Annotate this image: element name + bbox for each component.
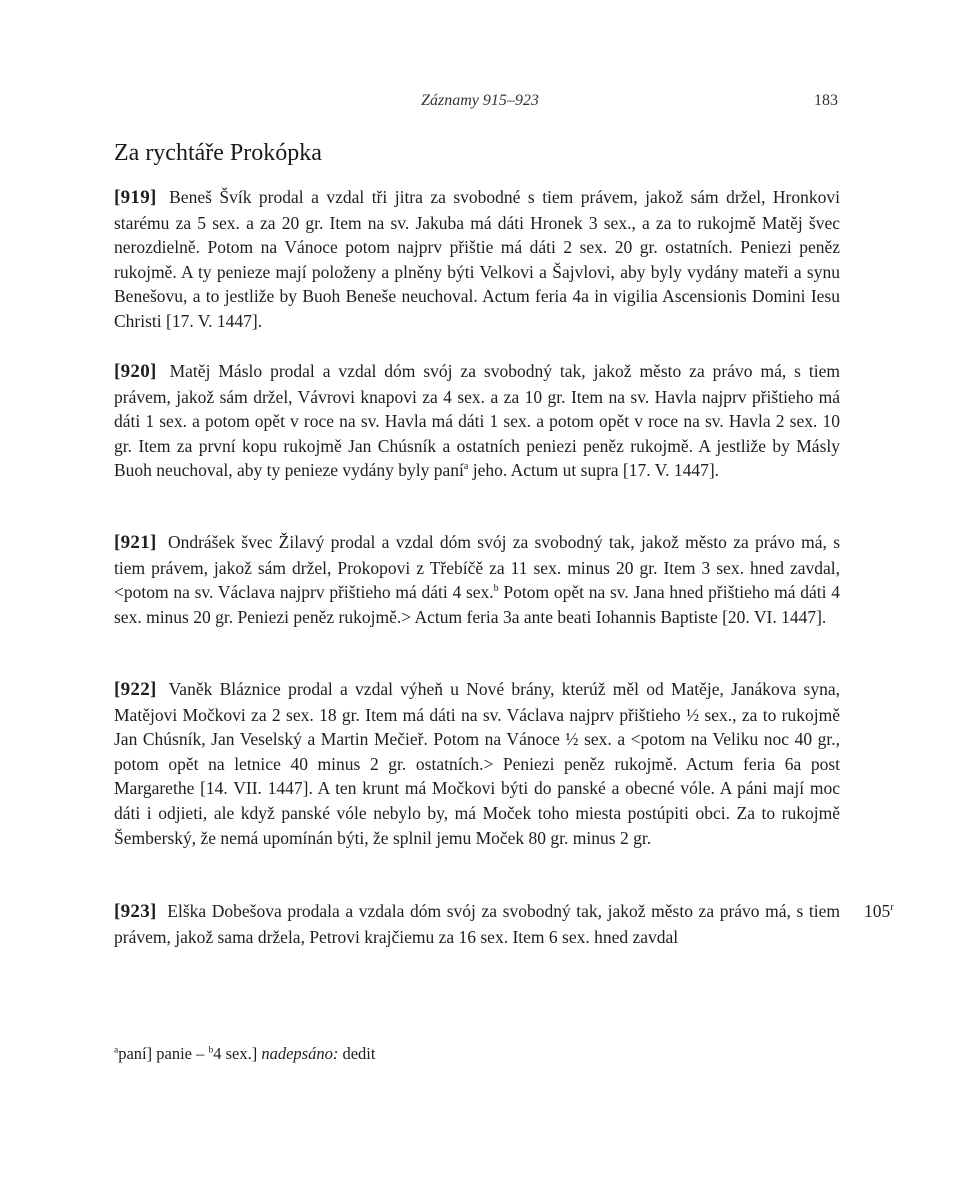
footnote-b-text: dedit [338, 1044, 376, 1063]
entry-923 [114, 899, 840, 949]
entry-number: [921] [114, 532, 157, 553]
entry-920 [114, 359, 840, 483]
entry-text: Vaněk Bláznice prodal a vzdal výheň u Nové brány, kterúž měl od Matěje, Janákova syna, Matějovi Močkovi za 2 sex. 18 gr. Item má dáti na sv. Václava najprv přištieho ½ sex., za to rukojmě Jan Chúsník, Jan Veselský a Martin Mečieř. Potom na Vánoce ½ sex. a <potom na Veliku noc 40 gr., potom opět na letnice 40 minus 2 gr. ostatních.> Peniezi peněz rukojmě. Actum feria 6a post Margarethe [14. VII. 1447]. A ten krunt má Močkovi býti do panské a obecné vóle. A páni mají moc dáti i odjieti, ale když panské vóle nebylo by, má Moček toho miesta postúpiti obci. Za to rukojmě Šemberský, že nemá upomínán býti, že splnil jemu Moček 80 gr. minus 2 gr. [114, 679, 841, 848]
folio-margin-note [864, 899, 894, 924]
running-title: Záznamy 915–923 [421, 92, 539, 109]
footnote-a-text: paní] panie [118, 1044, 192, 1063]
entry-number: [923] [114, 901, 157, 922]
folio-number: 105 [864, 901, 891, 921]
entry-919 [114, 185, 840, 334]
entry-number: [920] [114, 361, 157, 382]
entry-text: Matěj Máslo prodal a vzdal dóm svój za svobodný tak, jakož město za právo má, s tiem právem, jakož sám držel, Vávrovi knapovi za 4 sex. a za 10 gr. Item na sv. Havla najprv přištieho má dáti 1 sex. a potom opět v roce na sv. Havla má dáti 1 sex. a potom opět v roce na sv. Havla 2 sex. 10 gr. Item za první kopu rukojmě Jan Chúsník a ostatních peniezi peněz rukojmě. A jestliže by Másly Buoh neuchoval, aby ty penieze vydány byly paní [114, 361, 841, 481]
page-number: 183 [814, 92, 838, 109]
entry-text: Ondrášek švec Žilavý prodal a vzdal dóm svój za svobodný tak, jakož město za právo má, s tiem právem, jakož sám držel, Prokopovi z Třebíčě za 11 sex. minus 20 gr. Item 3 sex. hned zavdal, <potom na sv. Václava najprv přištieho má dáti 4 sex. [114, 532, 841, 603]
footnote-b-lemma: 4 sex.] [213, 1044, 262, 1063]
entry-text: Elška Dobešova prodala a vzdala dóm svój za svobodný tak, jakož město za právo má, s tiem právem, jakož sama držela, Petrovi krajčiemu za 16 sex. Item 6 sex. hned zavdal [114, 901, 841, 947]
entry-text: Beneš Švík prodal a vzdal tři jitra za svobodné s tiem právem, jakož sám držel, Hronkovi starému za 5 sex. a za 20 gr. Item na sv. Jakuba má dáti Hronek 3 sex., a za to rukojmě Matěj švec nerozdielně. Potom na Vánoce potom najprv přištie má dáti 2 sex. 20 gr. ostatních. Peniezi peněz rukojmě. A ty penieze mají položeny a plněny býti Velkovi a Šajvlovi, aby byly vydány mateři a synu Benešovu, a to jestliže by Buoh Beneše neuchoval. Actum feria 4a in vigilia Ascensionis Domini Iesu Christi [17. V. 1447]. [114, 187, 840, 331]
entry-text-continued: jeho. Actum ut supra [17. V. 1447]. [468, 460, 720, 481]
footnote-mark: b [493, 583, 499, 595]
footnote-mark: a [463, 461, 469, 473]
footnote-separator: – [191, 1044, 209, 1063]
footnote-a-mark: a [114, 1045, 119, 1056]
entry-number: [919] [114, 187, 157, 208]
footnotes [114, 1043, 840, 1065]
footnote-b-label: nadepsáno: [261, 1044, 339, 1063]
folio-side: r [890, 902, 894, 914]
entry-text-continued: Potom opět na sv. Jana hned přištieho má dáti 4 sex. minus 20 gr. Peniezi peněz rukojmě.> Actum feria 3a ante beati Iohannis Baptiste [20. VI. 1447]. [114, 582, 840, 627]
entry-922 [114, 677, 840, 850]
section-heading: Za rychtáře Prokópka [114, 140, 322, 166]
entry-number: [922] [114, 679, 157, 700]
entry-921 [114, 530, 840, 629]
footnote-b-mark: b [208, 1045, 214, 1056]
